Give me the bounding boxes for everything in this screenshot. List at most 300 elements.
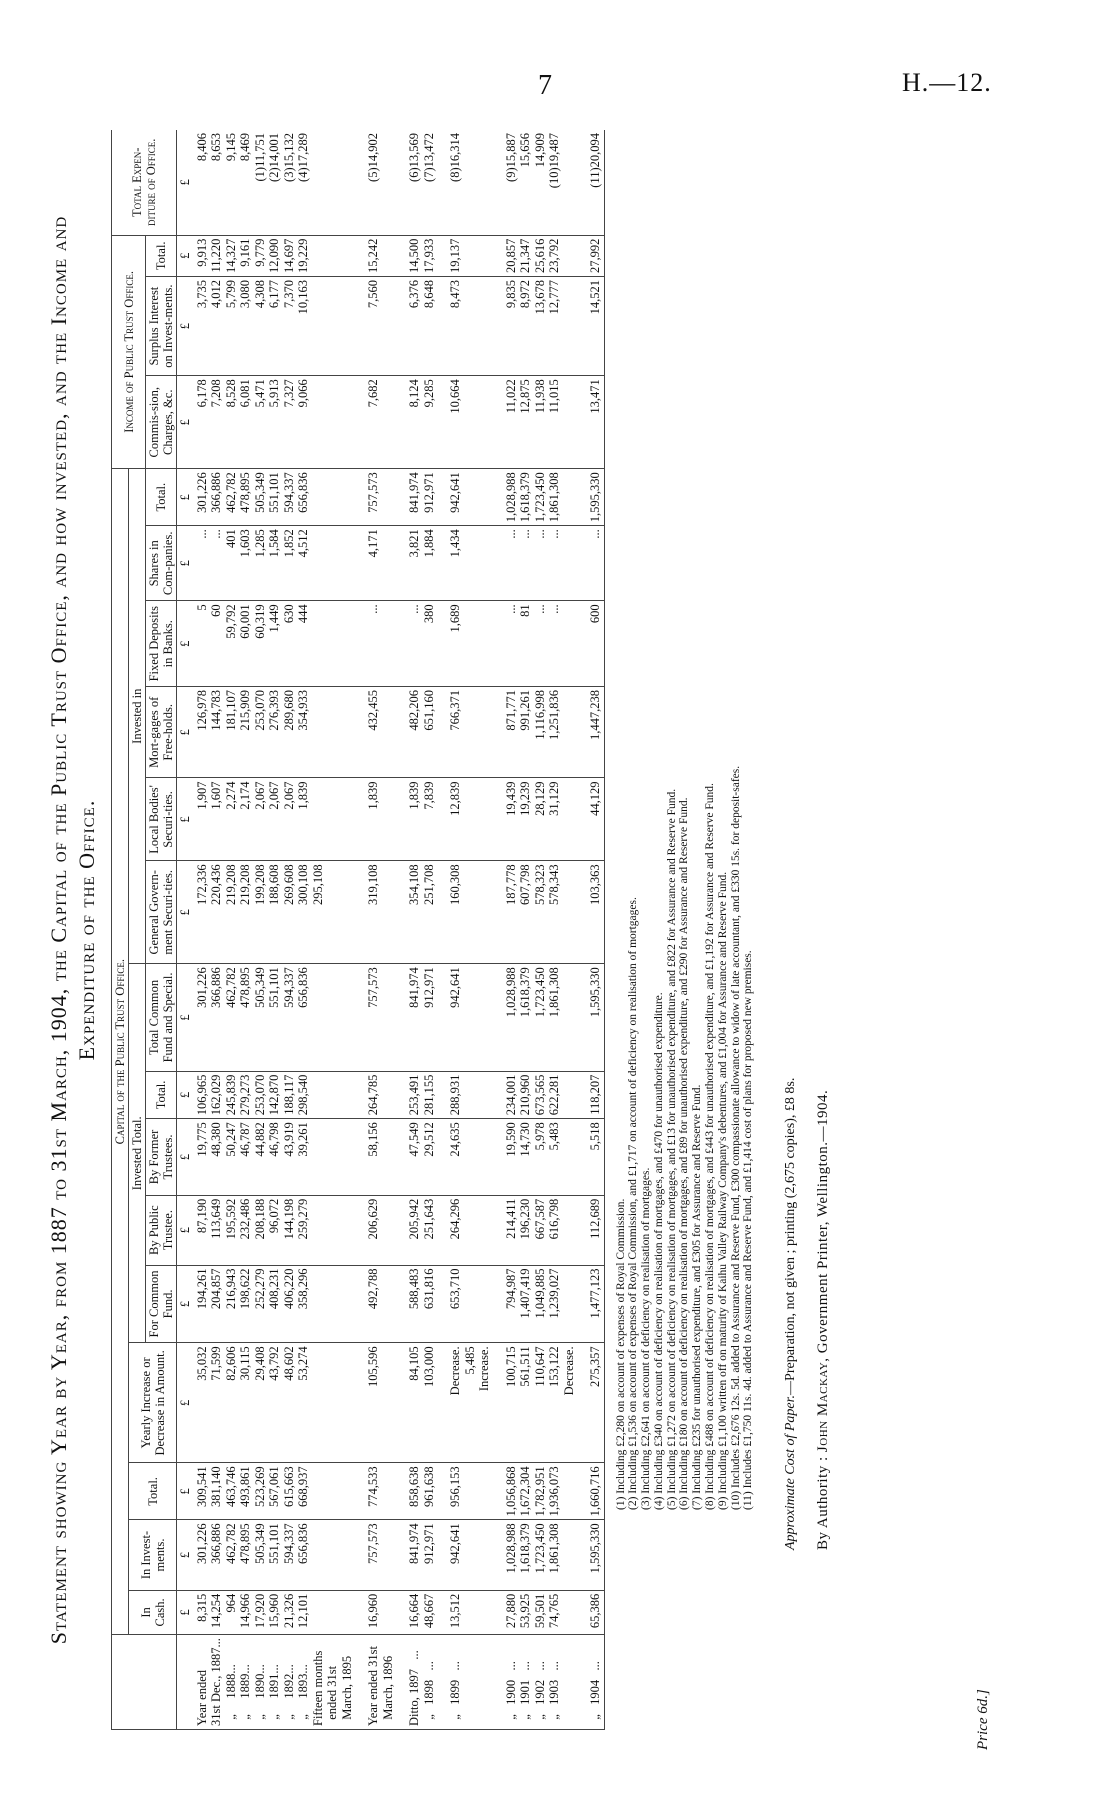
spacer-cell	[355, 1343, 365, 1463]
table-cell: 15,242	[365, 235, 396, 276]
table-row	[587, 130, 604, 1730]
table-cell: 206,629	[365, 1195, 396, 1265]
spacer-cell	[437, 1520, 447, 1590]
spacer-cell	[396, 235, 406, 276]
table-cell: 44,129	[587, 778, 604, 861]
table-cell: 14,521	[587, 276, 604, 375]
spacer-cell	[577, 526, 587, 601]
table-cell: 87,190 113,649 195,592 232,486 208,188 96,072 144,198 259,279	[194, 1195, 356, 1265]
table-cell: 942,641	[447, 1520, 493, 1590]
spacer-cell	[493, 376, 503, 469]
table-cell: 234,001 210,960 673,565 622,281	[503, 1071, 578, 1119]
spacer-cell	[437, 1463, 447, 1520]
footnote: (8) Including £488 on account of deficiency on realisation of mortgages, and £443 for unauthorised expenditure, and £1,192 for Assurance and Reserve Fund.	[704, 783, 717, 1510]
table-cell: 1,595,330	[587, 1520, 604, 1590]
table-cell: 7,560	[365, 276, 396, 375]
table-cell: (11)20,094	[587, 130, 604, 235]
spacer-cell	[493, 130, 503, 235]
spacer-cell	[396, 276, 406, 375]
table-row	[194, 130, 356, 1730]
col-inv-total: Total.	[146, 469, 177, 526]
spacer-cell	[437, 526, 447, 601]
spacer-cell	[577, 1071, 587, 1119]
table-cell: 301,226 366,886 462,782 478,895 505,349 551,101 594,337 656,836	[194, 964, 356, 1071]
table-cell: 600	[587, 601, 604, 687]
spacer-cell	[493, 469, 503, 526]
table-cell: ...	[587, 526, 604, 601]
footnote: (9) Including £1,100 written off on maturity of Kaihu Valley Railway Company's debentures, and £1,004 for Assurance and Reserve Fund.	[716, 871, 729, 1510]
spacer-cell	[493, 1119, 503, 1195]
table-cell: £	[177, 1195, 194, 1265]
table-cell: 1,056,868 1,672,304 1,782,951 1,936,073	[503, 1463, 578, 1520]
table-cell: 14,500 17,933	[406, 235, 437, 276]
spacer-cell	[396, 1265, 406, 1343]
table-cell: £	[177, 1265, 194, 1343]
spacer-cell	[493, 1265, 503, 1343]
table-cell: 19,439 19,239 28,129 31,129	[503, 778, 578, 861]
authority-line	[815, 110, 832, 1550]
col-local: Local Bodies' Securi-ties.	[146, 778, 177, 861]
group-invested-total: Invested Total.	[129, 964, 146, 1343]
spacer-cell	[355, 687, 365, 778]
spacer-cell	[396, 130, 406, 235]
footnote: (2) Including £1,536 on account of expenses of Royal Commission, and £1,717 on account of deficiency on realisation of mortgages.	[627, 897, 640, 1510]
col-former-trustees: By Former Trustees.	[146, 1119, 177, 1195]
spacer-cell	[355, 601, 365, 687]
spacer-cell	[493, 1195, 503, 1265]
spacer-cell	[437, 276, 447, 375]
table-cell: 12,839	[447, 778, 493, 861]
table-cell: 588,483 631,816	[406, 1265, 437, 1343]
spacer-cell	[437, 469, 447, 526]
spacer-cell	[437, 1635, 447, 1730]
table-cell: 858,638 961,638	[406, 1463, 437, 1520]
footnote: (4) Including £340 on account of deficiency on realisation of mortgages, and £470 for unauthorised expenditure.	[652, 992, 665, 1510]
col-commission: Commis-sion, Charges, &c.	[146, 376, 177, 469]
table-cell: 47,549 29,512	[406, 1119, 437, 1195]
spacer-cell	[396, 1520, 406, 1590]
table-cell: (6)13,569 (7)13,472	[406, 130, 437, 235]
table-cell: 1,907 1,607 2,274 2,174 2,067 2,067 2,067 1,839	[194, 778, 356, 861]
spacer-cell	[396, 1195, 406, 1265]
table-cell: 4,171	[365, 526, 396, 601]
spacer-cell	[396, 861, 406, 964]
table-cell: £	[177, 687, 194, 778]
spacer-cell	[493, 526, 503, 601]
table-cell: 264,296	[447, 1195, 493, 1265]
table-cell: 841,974 912,971	[406, 469, 437, 526]
table-cell: ... 380	[406, 601, 437, 687]
table-cell: £	[177, 601, 194, 687]
spacer-cell	[577, 861, 587, 964]
spacer-cell	[355, 1195, 365, 1265]
table-cell: 187,778 607,798 578,323 578,343	[503, 861, 578, 964]
col-yearly: Yearly Increase or Decrease in Amount.	[129, 1343, 177, 1463]
spacer-cell	[437, 1195, 447, 1265]
page-number: 7	[538, 70, 552, 101]
spacer-cell	[493, 778, 503, 861]
table-cell: 1,660,716	[587, 1463, 604, 1520]
authority-suffix: Government Printer, Wellington.—1904.	[815, 1089, 832, 1354]
spacer-cell	[355, 861, 365, 964]
table-cell: 1,595,330	[587, 964, 604, 1071]
footnotes	[615, 110, 756, 1510]
row-label: „ 1900 ... „ 1901 ... „ 1902 ... „ 1903 ...	[503, 1635, 578, 1730]
table-cell: 956,153	[447, 1463, 493, 1520]
spacer-cell	[577, 1463, 587, 1520]
table-cell: ... ... 401 1,603 1,285 1,584 1,852 4,512	[194, 526, 356, 601]
spacer-cell	[396, 376, 406, 469]
table-cell: 264,785	[365, 1071, 396, 1119]
table-cell: 118,207	[587, 1071, 604, 1119]
table-cell: 482,206 651,160	[406, 687, 437, 778]
table-cell: £	[177, 469, 194, 526]
spacer-cell	[355, 964, 365, 1071]
spacer-cell	[355, 1265, 365, 1343]
table-cell: (8)16,314	[447, 130, 493, 235]
table-cell: 942,641	[447, 469, 493, 526]
spacer-cell	[493, 1071, 503, 1119]
table-cell: £	[177, 130, 194, 235]
table-cell: 11,022 12,875 11,938 11,015	[503, 376, 578, 469]
table-cell: 1,028,988 1,618,379 1,723,450 1,861,308	[503, 964, 578, 1071]
spacer-cell	[577, 1635, 587, 1730]
capital-income-table	[111, 130, 605, 1730]
col-shares: Shares in Com-panies.	[146, 526, 177, 601]
table-cell: 172,336 220,436 219,208 219,208 199,208 188,608 269,608 300,108 295,108	[194, 861, 356, 964]
footnote: (1) Including £2,280 on account of expenses of Royal Commission.	[614, 1198, 627, 1510]
spacer-cell	[577, 1119, 587, 1195]
table-row	[406, 130, 437, 1730]
spacer-cell	[396, 526, 406, 601]
table-cell: £	[177, 235, 194, 276]
spacer-cell	[437, 778, 447, 861]
spacer-cell	[355, 469, 365, 526]
table-cell: 1,689	[447, 601, 493, 687]
spacer-cell	[437, 1343, 447, 1463]
table-cell: 7,682	[365, 376, 396, 469]
spacer-cell	[396, 964, 406, 1071]
spacer-cell	[493, 601, 503, 687]
table-cell: £	[177, 861, 194, 964]
table-row	[365, 130, 396, 1730]
table-cell: £	[177, 1520, 194, 1590]
table-cell: 8,124 9,285	[406, 376, 437, 469]
spacer-cell	[577, 1195, 587, 1265]
table-row	[447, 130, 493, 1730]
col-surplus: Surplus Interest on Invest-ments.	[146, 276, 177, 375]
spacer-cell	[577, 687, 587, 778]
spacer-cell	[355, 276, 365, 375]
spacer-cell	[437, 964, 447, 1071]
table-cell: 194,261 204,857 216,943 198,622 252,279 408,231 406,220 358,296	[194, 1265, 356, 1343]
table-cell: 10,664	[447, 376, 493, 469]
table-cell: ... ... ... ...	[503, 526, 578, 601]
table-cell: 13,471	[587, 376, 604, 469]
table-cell: 492,788	[365, 1265, 396, 1343]
spacer-cell	[493, 1343, 503, 1463]
spacer-cell	[437, 861, 447, 964]
col-expenditure: Total Expen-diture of Office.	[112, 130, 177, 235]
spacer-cell	[396, 469, 406, 526]
table-cell: 288,931	[447, 1071, 493, 1119]
row-label: „ 1904 ...	[587, 1635, 604, 1730]
spacer-cell	[437, 1265, 447, 1343]
table-cell: 19,775 48,380 50,247 46,787 44,882 46,798 43,919 39,261	[194, 1119, 356, 1195]
footnote: (3) Including £2,641 on account of deficiency on realisation of mortgages.	[640, 1167, 653, 1510]
table-cell: 1,477,123	[587, 1265, 604, 1343]
spacer-cell	[577, 1265, 587, 1343]
spacer-cell	[437, 1119, 447, 1195]
spacer-cell	[493, 1635, 503, 1730]
table-cell: £	[177, 1119, 194, 1195]
statement-title	[45, 110, 101, 1750]
col-period	[112, 1635, 177, 1730]
spacer-cell	[396, 778, 406, 861]
table-cell: £	[177, 276, 194, 375]
table-cell: 65,386	[587, 1590, 604, 1634]
spacer-cell	[396, 1343, 406, 1463]
table-cell: 1,839 7,839	[406, 778, 437, 861]
table-cell: 3,735 4,012 5,799 3,080 4,308 6,177 7,370 10,163	[194, 276, 356, 375]
table-cell: 58,156	[365, 1119, 396, 1195]
spacer-cell	[493, 276, 503, 375]
col-investments: In Invest-ments.	[129, 1520, 177, 1590]
table-cell: £	[177, 1590, 194, 1634]
table-cell: 9,913 11,220 14,327 9,161 9,779 12,090 14,697 19,229	[194, 235, 356, 276]
table-cell: 841,974 912,971	[406, 1520, 437, 1590]
table-cell: 301,226 366,886 462,782 478,895 505,349 551,101 594,337 656,836	[194, 1520, 356, 1590]
table-cell: 841,974 912,971	[406, 964, 437, 1071]
spacer-cell	[437, 130, 447, 235]
table-cell: 757,573	[365, 1520, 396, 1590]
table-cell: 103,363	[587, 861, 604, 964]
spacer-cell	[396, 1071, 406, 1119]
table-cell: 275,357	[587, 1343, 604, 1463]
table-cell: 3,821 1,884	[406, 526, 437, 601]
table-cell: 13,512	[447, 1590, 493, 1634]
group-capital: Capital of the Public Trust Office.	[112, 469, 129, 1635]
col-common-and-special: Total Common Fund and Special.	[146, 964, 177, 1071]
currency-row	[177, 130, 194, 1730]
spacer-cell	[437, 687, 447, 778]
table-cell: 35,032 71,599 82,606 30,115 29,408 43,792 48,602 53,274	[194, 1343, 356, 1463]
table-cell: 8,406 8,653 9,145 8,469 (1)11,751 (2)14,001 (3)15,132 (4)17,289	[194, 130, 356, 235]
table-row	[503, 130, 578, 1730]
table-cell: 774,533	[365, 1463, 396, 1520]
spacer-cell	[396, 601, 406, 687]
table-cell: £	[177, 778, 194, 861]
row-label	[177, 1635, 194, 1730]
row-spacer	[355, 130, 365, 1730]
document-code: H.—12.	[902, 68, 992, 97]
table-cell: £	[177, 1071, 194, 1119]
table-cell: £	[177, 1343, 194, 1463]
cost-label: Approximate Cost of Paper.	[783, 1394, 799, 1550]
table-cell: 6,376 8,648	[406, 276, 437, 375]
table-cell: 432,455	[365, 687, 396, 778]
spacer-cell	[355, 778, 365, 861]
title-line-2: Expenditure of the Office.	[74, 799, 99, 1061]
authority-prefix: By Authority :	[815, 1456, 832, 1550]
spacer-cell	[577, 1520, 587, 1590]
table-cell: 84,105 103,000	[406, 1343, 437, 1463]
table-cell: 1,028,988 1,618,379 1,723,450 1,861,308	[503, 469, 578, 526]
spacer-cell	[437, 1071, 447, 1119]
row-label: „ 1899 ...	[447, 1635, 493, 1730]
table-cell: 5,518	[587, 1119, 604, 1195]
table-cell: 16,664 48,667	[406, 1590, 437, 1634]
col-govt: General Govern-ment Securi-ties.	[146, 861, 177, 964]
col-common: For Common Fund.	[146, 1265, 177, 1343]
table-cell: Decrease. 5,485 Increase.	[447, 1343, 493, 1463]
cost-text: —Preparation, not given ; printing (2,675 copies), £8 8s.	[783, 1077, 799, 1395]
table-cell: 6,178 7,208 8,528 6,081 5,471 5,913 7,327 9,066	[194, 376, 356, 469]
spacer-cell	[493, 1463, 503, 1520]
table-cell: 871,771 991,261 1,116,998 1,251,836	[503, 687, 578, 778]
table-cell: 214,411 196,230 667,587 616,798	[503, 1195, 578, 1265]
spacer-cell	[493, 687, 503, 778]
footnote: (11) Includes £1,750 11s. 4d. added to Assurance and Reserve Fund, and £1,414 cost of plans for proposed new premises.	[742, 950, 755, 1510]
spacer-cell	[355, 1119, 365, 1195]
group-income: Income of Public Trust Office.	[112, 235, 146, 469]
col-income-total: Total.	[146, 235, 177, 276]
row-label: Year ended 31st March, 1896	[365, 1635, 396, 1730]
spacer-cell	[437, 376, 447, 469]
title-line-1: Statement showing Year by Year, from 1887 to 31st March, 1904, the Capital of the Public Trust Office, and how invested, and the Income and	[46, 215, 71, 1645]
spacer-cell	[355, 1071, 365, 1119]
col-mortgages: Mort-gages of Free-holds.	[146, 687, 177, 778]
table-cell: 757,573	[365, 469, 396, 526]
spacer-cell	[355, 130, 365, 235]
table-cell: 24,635	[447, 1119, 493, 1195]
group-invested-in: Invested in	[129, 469, 146, 964]
spacer-cell	[437, 1590, 447, 1634]
spacer-cell	[577, 130, 587, 235]
table-cell: £	[177, 964, 194, 1071]
table-cell: 112,689	[587, 1195, 604, 1265]
price-label: Price 6d.]	[975, 1689, 991, 1750]
table-cell: 1,434	[447, 526, 493, 601]
spacer-cell	[396, 1463, 406, 1520]
col-deposits: Fixed Deposits in Banks.	[146, 601, 177, 687]
table-cell: 253,491 281,155	[406, 1071, 437, 1119]
table-cell: 100,715 561,511 110,647 153,122 Decrease.	[503, 1343, 578, 1463]
row-spacer	[493, 130, 503, 1730]
table-cell: 309,541 381,140 463,746 493,861 523,269 567,061 615,663 668,937	[194, 1463, 356, 1520]
spacer-cell	[355, 235, 365, 276]
spacer-cell	[493, 964, 503, 1071]
row-spacer	[437, 130, 447, 1730]
table-cell: (9)15,887 15,656 14,909 (10)19,487	[503, 130, 578, 235]
table-cell: 106,965 162,029 245,839 279,273 253,070 142,870 188,117 298,540	[194, 1071, 356, 1119]
spacer-cell	[577, 1590, 587, 1634]
table-cell: 5 60 59,792 60,001 60,319 1,449 630 444	[194, 601, 356, 687]
table-cell: 9,835 8,972 13,678 12,777	[503, 276, 578, 375]
col-public-trustee: By Public Trustee.	[146, 1195, 177, 1265]
spacer-cell	[355, 1463, 365, 1520]
row-label: Year ended 31st Dec., 1887... „ 1888... „ 1889... „ 1890... „ 1891... „ 1892... „ 1893... Fifteen months ended 31st March, 1895	[194, 1635, 356, 1730]
table-cell: 126,978 144,783 181,107 215,909 253,070 276,393 289,680 354,933	[194, 687, 356, 778]
table-cell: 8,315 14,254 964 14,966 17,920 15,960 21,326 12,101	[194, 1590, 356, 1634]
spacer-cell	[355, 1520, 365, 1590]
spacer-cell	[493, 861, 503, 964]
spacer-cell	[577, 1343, 587, 1463]
spacer-cell	[577, 469, 587, 526]
spacer-cell	[437, 601, 447, 687]
table-cell: £	[177, 376, 194, 469]
spacer-cell	[577, 964, 587, 1071]
table-cell: 653,710	[447, 1265, 493, 1343]
table-cell: 8,473	[447, 276, 493, 375]
spacer-cell	[355, 1590, 365, 1634]
table-cell: 757,573	[365, 964, 396, 1071]
col-total: Total.	[129, 1463, 177, 1520]
table-cell: 19,590 14,730 5,978 5,483	[503, 1119, 578, 1195]
spacer-cell	[577, 778, 587, 861]
table-cell: 205,942 251,643	[406, 1195, 437, 1265]
table-cell: ...	[365, 601, 396, 687]
spacer-cell	[577, 276, 587, 375]
table-cell: 1,839	[365, 778, 396, 861]
table-cell: 942,641	[447, 964, 493, 1071]
spacer-cell	[396, 687, 406, 778]
table-cell: (5)14,902	[365, 130, 396, 235]
table-cell: 1,447,238	[587, 687, 604, 778]
footnote: (6) Including £180 on account of deficiency on realisation of mortgages, and £89 for unauthorised expenditure, and £290 for Assurance and Reserve Fund.	[678, 797, 691, 1510]
table-cell: 794,987 1,407,419 1,049,885 1,239,027	[503, 1265, 578, 1343]
table-cell: 319,108	[365, 861, 396, 964]
table-cell: £	[177, 1463, 194, 1520]
table-cell: 766,371	[447, 687, 493, 778]
row-spacer	[396, 130, 406, 1730]
footnote: (10) Includes £2,676 12s. 5d. added to Assurance and Reserve Fund, £300 compassionate allowance to widow of late accountant, and £330 15s. for deposit-safes.	[729, 765, 742, 1510]
table-cell: 160,308	[447, 861, 493, 964]
spacer-cell	[396, 1590, 406, 1634]
spacer-cell	[493, 1520, 503, 1590]
col-special-total: Total.	[146, 1071, 177, 1119]
spacer-cell	[355, 1635, 365, 1730]
table-cell: 105,596	[365, 1343, 396, 1463]
row-label: Ditto, 1897 ... „ 1898 ...	[406, 1635, 437, 1730]
table-cell: 27,992	[587, 235, 604, 276]
spacer-cell	[437, 235, 447, 276]
table-cell: 301,226 366,886 462,782 478,895 505,349 551,101 594,337 656,836	[194, 469, 356, 526]
spacer-cell	[355, 526, 365, 601]
col-cash: In Cash.	[129, 1590, 177, 1634]
spacer-cell	[493, 1590, 503, 1634]
table-cell: £	[177, 526, 194, 601]
rotated-statement-sheet	[45, 110, 1010, 1750]
table-cell: 19,137	[447, 235, 493, 276]
table-body	[177, 130, 605, 1730]
table-cell: 354,108 251,708	[406, 861, 437, 964]
spacer-cell	[577, 376, 587, 469]
spacer-cell	[577, 601, 587, 687]
spacer-cell	[577, 235, 587, 276]
footnote: (5) Including £1,272 on account of deficiency on realisation of mortgages, and £13 for unauthorised expenditure, and £822 for Assurance and Reserve Fund.	[665, 788, 678, 1510]
spacer-cell	[355, 376, 365, 469]
table-cell: ... 81 ... ...	[503, 601, 578, 687]
table-cell: 27,880 53,925 59,501 74,765	[503, 1590, 578, 1634]
table-cell: 1,028,988 1,618,379 1,723,450 1,861,308	[503, 1520, 578, 1590]
spacer-cell	[493, 235, 503, 276]
row-spacer	[577, 130, 587, 1730]
table-cell: 1,595,330	[587, 469, 604, 526]
printer-name: John Mackay,	[815, 1357, 832, 1453]
spacer-cell	[396, 1119, 406, 1195]
table-cell: 16,960	[365, 1590, 396, 1634]
